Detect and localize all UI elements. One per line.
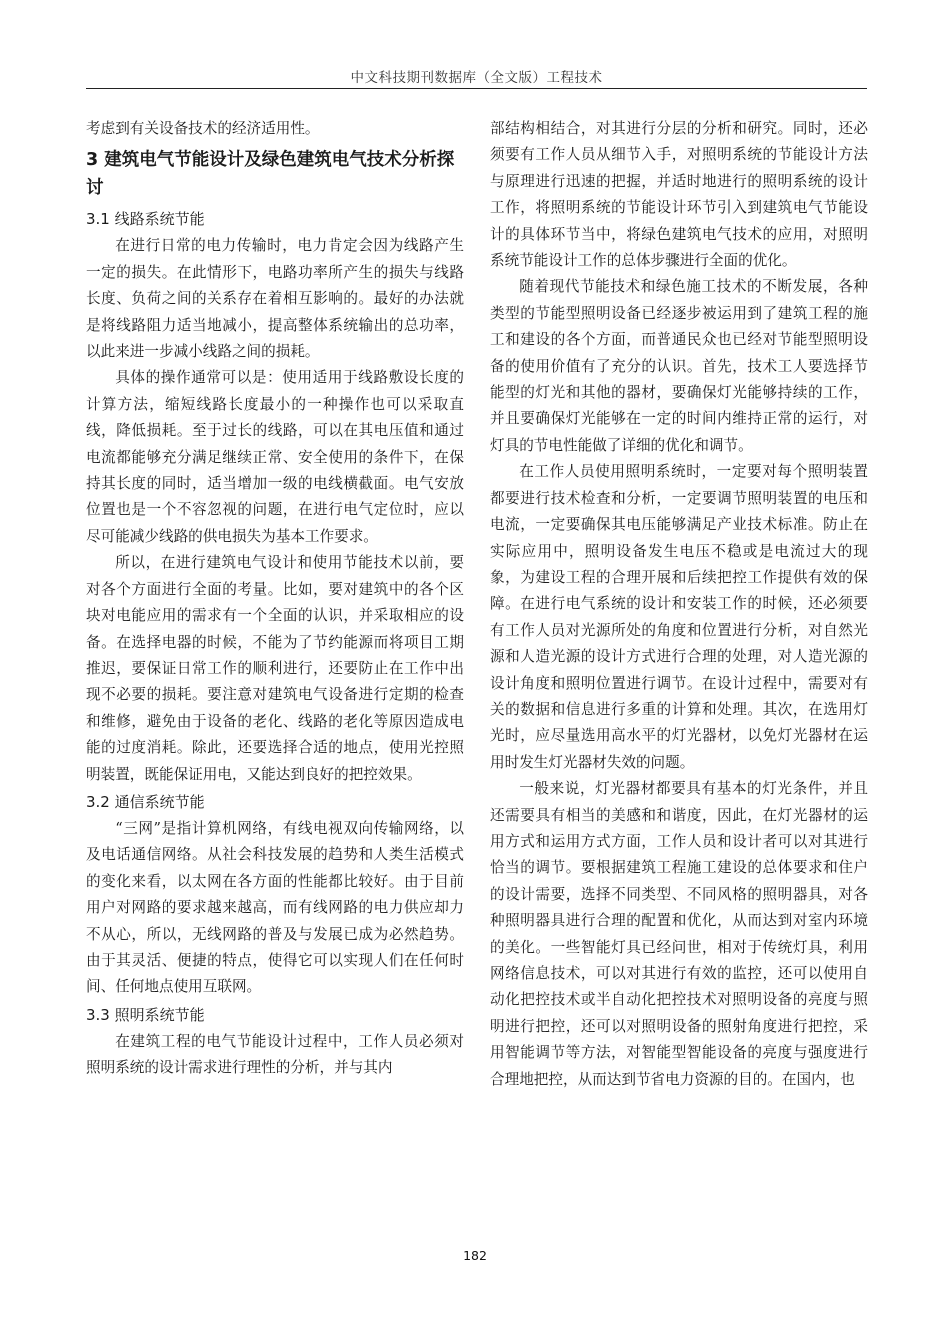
page-number: 182 bbox=[463, 1248, 487, 1263]
paragraph: 一般来说，灯光器材都要具有基本的灯光条件，并且还需要具有相当的美感和和谐度，因此，在灯光器材的运用方式和运用方式方面，工作人员和设计者可以对其进行恰当的调节。要根据建筑工程施工建设的总体要求和住户的设计需要，选择不同类型、不同风格的照明器具，对各种照明器具进行合理的配置和优化，从而达到对室内环境的美化。一些智能灯具已经问世，相对于传统灯具，利用网络信息技术，可以对其进行有效的监控，还可以使用自动化把控技术或半自动化把控技术对照明设备的亮度与照明进行把控，还可以对照明设备的照射角度进行把控，采用智能调节等方法，对智能型智能设备的亮度与强度进行合理地把控，从而达到节省电力资源的目的。在国内，也 bbox=[490, 780, 868, 1088]
right-column bbox=[490, 116, 868, 1093]
paragraph: “三网”是指计算机网络，有线电视双向传输网络，以及电话通信网络。从社会科技发展的趋势和人类生活模式的变化来看，以太网在各方面的性能都比较好。由于目前用户对网路的要求越来越高，而有线网路的电力供应却力不从心，所以，无线网路的普及与发展已成为必然趋势。由于其灵活、便捷的特点，使得它可以实现人们在任何时间、任何地点使用互联网。 bbox=[86, 819, 464, 996]
section-3-1-heading: 3.1 线路系统节能 bbox=[86, 210, 205, 229]
section-3-3-heading: 3.3 照明系统节能 bbox=[86, 1005, 205, 1024]
paragraph: 考虑到有关设备技术的经济适用性。 bbox=[86, 120, 320, 137]
paragraph: 在工作人员使用照明系统时，一定要对每个照明装置都要进行技术检查和分析，一定要调节照明装置的电压和电流，一定要确保其电压能够满足产业技术标准。防止在实际应用中，照明设备发生电压不稳或是电流过大的现象，为建设工程的合理开展和后续把控工作提供有效的保障。在进行电气系统的设计和安装工作的时候，还必须要有工作人员对光源所处的角度和位置进行分析，对自然光源和人造光源的设计方式进行合理的处理，对人造光源的设计角度和照明位置进行调节。在设计过程中，需要对有关的数据和信息进行多重的计算和处理。其次，在选用灯光时，应尽量选用高水平的灯光器材，以免灯光器材在运用时发生灯光器材失效的问题。 bbox=[490, 463, 868, 771]
left-column bbox=[86, 116, 464, 1082]
journal-header: 中文科技期刊数据库（全文版）工程技术 bbox=[350, 70, 603, 86]
paragraph: 部结构相结合，对其进行分层的分析和研究。同时，还必须要有工作人员从细节入手，对照明系统的节能设计方法与原理进行迅速的把握，并适时地进行的照明系统的设计工作，将照明系统的节能设计环节引入到建筑电气节能设计的具体环节当中，将绿色建筑电气技术的应用，对照明系统节能设计工作的总体步骤进行全面的优化。 bbox=[490, 120, 868, 270]
section-3-2-heading: 3.2 通信系统节能 bbox=[86, 792, 205, 811]
paragraph: 随着现代节能技术和绿色施工技术的不断发展，各种类型的节能型照明设备已经逐步被运用到了建筑工程的施工和建设的各个方面，而普通民众也已经对节能型照明设备的使用价值有了充分的认识。首先，技术工人要选择节能型的灯光和其他的器材，要确保灯光能够持续的工作，并且要确保灯光能够在一定的时间内维持正常的运行，对灯具的节电性能做了详细的优化和调节。 bbox=[490, 278, 868, 454]
paragraph: 在进行日常的电力传输时，电力肯定会因为线路产生一定的损失。在此情形下，电路功率所产生的损失与线路长度、负荷之间的关系存在着相互影响的。最好的办法就是将线路阻力适当地减小，提高整体系统输出的总功率，以此来进一步减小线路之间的损耗。 bbox=[86, 237, 464, 361]
paragraph: 所以，在进行建筑电气设计和使用节能技术以前，要对各个方面进行全面的考量。比如，要对建筑中的各个区块对电能应用的需求有一个全面的认识，并采取相应的设备。在选择电器的时候，不能为了节约能源而将项目工期推迟，要保证日常工作的顺利进行，还要防止在工作中出现不必要的损耗。要注意对建筑电气设备进行定期的检查和维修，避免由于设备的老化、线路的老化等原因造成电能的过度消耗。除此，还要选择合适的地点，使用光控照明装置，既能保证用电，又能达到良好的把控效果。 bbox=[86, 554, 464, 783]
paragraph: 在建筑工程的电气节能设计过程中，工作人员必须对照明系统的设计需求进行理性的分析，并与其内 bbox=[86, 1032, 464, 1077]
header-divider bbox=[86, 88, 867, 89]
section-3-heading: 3 建筑电气节能设计及绿色建筑电气技术分析探讨 bbox=[86, 150, 455, 199]
paragraph: 具体的操作通常可以是：使用适用于线路敷设长度的计算方法，缩短线路长度最小的一种操作也可以采取直线，降低损耗。至于过长的线路，可以在其电压值和通过电流都能够充分满足继续正常、安全使用的条件下，在保持其长度的同时，适当增加一级的电线横截面。电气安放位置也是一个不容忽视的问题，在进行电气定位时，应以尽可能减少线路的供电损失为基本工作要求。 bbox=[86, 369, 464, 545]
